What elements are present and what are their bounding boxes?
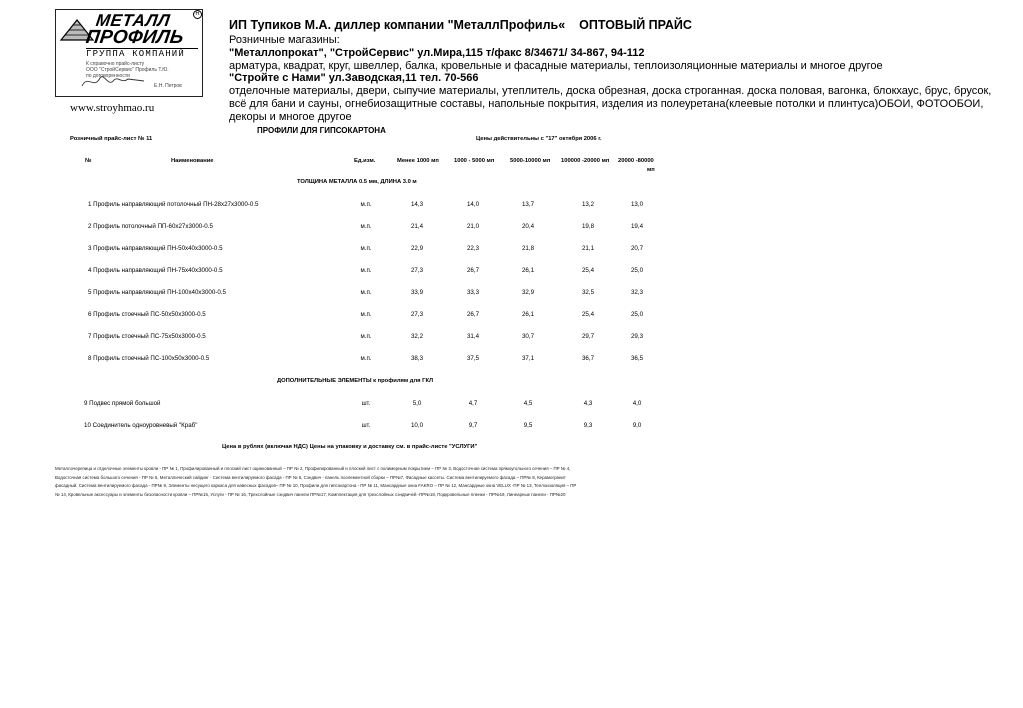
price-cell: 4,7 [468, 400, 478, 407]
price-cell: 14,3 [410, 201, 424, 208]
index-line: Водосточная система большого сечения - ПР № 5, Металлический сайдинг - Система вентилируемого фасада - ПР № 6, Сэндвич - панель поэлементной сборки – ПР№7, Фасадные кассеты. Система вентилируемого фасада – ПР№ 8, Керамогранит [55, 474, 566, 480]
item-name: 1 Профиль направляющий потолочный ПН-28х27х3000-0.5 [88, 201, 259, 208]
price-cell: 32,3 [630, 289, 644, 296]
price-cell: 14,0 [466, 201, 480, 208]
price-cell: 32,5 [581, 289, 595, 296]
col-header-price-5: 20000 -80000 [618, 158, 654, 164]
price-cell: 31,4 [466, 333, 480, 340]
shop2-description-line: декоры и многое другое [229, 111, 352, 123]
col-header-price-1: Менее 1000 мп [397, 158, 439, 164]
price-cell: 38,3 [410, 355, 424, 362]
col-header-price-3: 5000-10000 мп [510, 158, 551, 164]
title-dealer: ИП Тупиков М.А. диллер компании "МеталлПрофиль« [229, 18, 566, 32]
price-cell: 4,5 [523, 400, 533, 407]
handwritten-signature [78, 70, 148, 92]
price-cell: 25,0 [630, 311, 644, 318]
price-cell: 33,9 [410, 289, 424, 296]
price-cell: 29,7 [581, 333, 595, 340]
index-line: фасадный. Система вентилируемого фасада - ПР№ 9, Элементы несущего каркаса для навесных фасадов– ПР № 10, Профили для гипсокартона - ПР № 11, Мансардные окна FAKRO – ПР № 12, Мансардные окна VELUX -ПР № 13, Теплоизоляция – ПР [55, 483, 577, 489]
item-name: 5 Профиль направляющий ПН-100х40х3000-0.5 [88, 289, 226, 296]
price-cell: 26,7 [466, 267, 480, 274]
logo-fine-line: по договоренности [86, 73, 130, 79]
item-unit: м.п. [360, 311, 372, 318]
shop2-description-line: отделочные материалы, двери, сыпучие материалы, утеплитель, доска обрезная, доска строганная. доска половая, вагонка, блокхаус, брус, брусок, [229, 85, 992, 97]
price-cell: 33,3 [466, 289, 480, 296]
company-logo [55, 9, 203, 97]
item-unit: м.п. [360, 201, 372, 208]
col-header-unit: Ед.изм. [354, 158, 376, 164]
price-cell: 9,7 [468, 422, 478, 429]
price-cell: 20,4 [521, 223, 535, 230]
item-name: 7 Профиль стоечный ПС-75х50х3000-0.5 [88, 333, 206, 340]
item-name: 9 Подвес прямой большой [84, 400, 161, 407]
logo-word-profil: ПРОФИЛЬ [84, 27, 186, 48]
price-cell: 22,3 [466, 245, 480, 252]
price-cell: 4,0 [632, 400, 642, 407]
price-cell: 21,8 [521, 245, 535, 252]
item-unit: м.п. [360, 333, 372, 340]
price-list-number: Розничный прайс-лист № 11 [70, 136, 153, 142]
price-cell: 10,0 [410, 422, 424, 429]
shop1-address: "Металлопрокат", "СтройСервис" ул.Мира,115 т/факс 8/34671/ 34-867, 94-112 [229, 47, 645, 59]
item-name: 8 Профиль стоечный ПС-100х50х3000-0.5 [88, 355, 210, 362]
table-subtitle-thickness: ТОЛЩИНА МЕТАЛЛА 0.5 мм, ДЛИНА 3.0 м [297, 179, 417, 185]
index-line: Металлочерепица и отделочные элементы кровли - ПР № 1, Профилированный и плоский лист оцинкованный – ПР № 2, Профилированный и плоский лист с полимерным покрытием – ПР № 3, Водосточная система прямоугольного сечения – ПР № 4, [55, 466, 571, 471]
col-header-no: № [85, 158, 92, 164]
section-title: ПРОФИЛИ ДЛЯ ГИПСОКАРТОНА [257, 126, 386, 135]
shop1-description: арматура, квадрат, круг, швеллер, балка, кровельные и фасадные материалы, теплоизоляционные материалы и многое другое [229, 60, 883, 72]
price-cell: 37,5 [466, 355, 480, 362]
price-cell: 32,9 [521, 289, 535, 296]
shop2-address: "Стройте с Нами" ул.Заводская,11 тел. 70-566 [229, 72, 479, 84]
price-cell: 37,1 [521, 355, 535, 362]
title-wholesale: ОПТОВЫЙ ПРАЙС [579, 18, 692, 32]
price-cell: 26,1 [521, 267, 535, 274]
price-cell: 36,7 [581, 355, 595, 362]
price-cell: 25,4 [581, 311, 595, 318]
signature-name: Е.Н. Петров [154, 83, 182, 89]
item-name: 2 Профиль потолочный ПП-60х27х3000-0.5 [88, 223, 213, 230]
price-cell: 29,3 [630, 333, 644, 340]
price-cell: 27,3 [410, 311, 424, 318]
price-cell: 19,4 [630, 223, 644, 230]
price-cell: 27,3 [410, 267, 424, 274]
item-unit: м.п. [360, 223, 372, 230]
price-cell: 4,3 [583, 400, 593, 407]
price-cell: 19,8 [581, 223, 595, 230]
logo-group-text: ГРУППА КОМПАНИЙ [86, 49, 186, 59]
valid-from: Цены действительны с "17" октября 2006 г. [476, 136, 602, 142]
price-cell: 22,9 [410, 245, 424, 252]
retail-label: Розничные магазины: [229, 34, 340, 46]
item-unit: м.п. [360, 267, 372, 274]
price-cell: 20,7 [630, 245, 644, 252]
logo-fine-line: К справочно прайс-листу [86, 61, 145, 67]
registered-mark: R [193, 10, 202, 19]
col-header-price-5-unit: мп [647, 167, 655, 173]
item-unit: м.п. [360, 289, 372, 296]
price-note: Цена в рублях (включая НДС) Цены на упаковку и доставку см. в прайс-листе "УСЛУГИ" [222, 444, 478, 450]
price-cell: 13,2 [581, 201, 595, 208]
price-cell: 30,7 [521, 333, 535, 340]
col-header-price-2: 1000 - 5000 мп [454, 158, 495, 164]
item-name: 3 Профиль направляющий ПН-50х40х3000-0.5 [88, 245, 223, 252]
price-cell: 9,3 [583, 422, 593, 429]
price-cell: 26,1 [521, 311, 535, 318]
item-name: 4 Профиль направляющий ПН-75х40х3000-0.5 [88, 267, 223, 274]
col-header-price-4: 100000 -20000 мп [561, 158, 610, 164]
item-unit: шт. [361, 422, 371, 429]
price-cell: 13,0 [630, 201, 644, 208]
item-unit: м.п. [360, 355, 372, 362]
price-list-index [55, 465, 690, 499]
website-url[interactable]: www.stroyhmao.ru [70, 102, 155, 114]
item-unit: м.п. [360, 245, 372, 252]
price-cell: 21,0 [466, 223, 480, 230]
price-cell: 25,4 [581, 267, 595, 274]
price-cell: 9,0 [632, 422, 642, 429]
logo-word-metall: МЕТАЛЛ [94, 11, 172, 30]
price-cell: 25,0 [630, 267, 644, 274]
price-cell: 13,7 [521, 201, 535, 208]
price-cell: 9,5 [523, 422, 533, 429]
col-header-name: Наименование [171, 158, 214, 164]
table-subtitle-additional: ДОПОЛНИТЕЛЬНЫЕ ЭЛЕМЕНТЫ к профилям для ГКЛ [277, 378, 434, 384]
index-line: № 14, Кровельные аксессуары и элементы безопасности кровли – ПР№15, Услуги - ПР № 16, Трехслойные сэндвич панели ПР№17, Комплектация для трехслойных сэндвичей -ПР№18, Подкровельные пленки - ПР№19, Линеарные панели - ПР№20 [55, 491, 566, 497]
item-unit: шт. [361, 400, 371, 407]
item-name: 6 Профиль стоечный ПС-50х50х3000-0.5 [88, 311, 206, 318]
page-title [229, 19, 692, 33]
logo-fine-line: ООО "СтройСервис" Профиль Т.Ю. [86, 67, 169, 73]
price-cell: 21,1 [581, 245, 595, 252]
price-cell: 21,4 [410, 223, 424, 230]
shop2-description-line: всё для бани и сауны, огнебиозащитные составы, напольные покрытия, изделия из полеуретана(клеевые потолки и плинтуса)ОБОИ, ФОТООБОИ, [229, 98, 984, 110]
price-cell: 32,2 [410, 333, 424, 340]
price-cell: 26,7 [466, 311, 480, 318]
price-cell: 5,0 [412, 400, 422, 407]
item-name: 10 Соединитель одноуровневый "Краб" [84, 422, 198, 429]
price-cell: 36,5 [630, 355, 644, 362]
